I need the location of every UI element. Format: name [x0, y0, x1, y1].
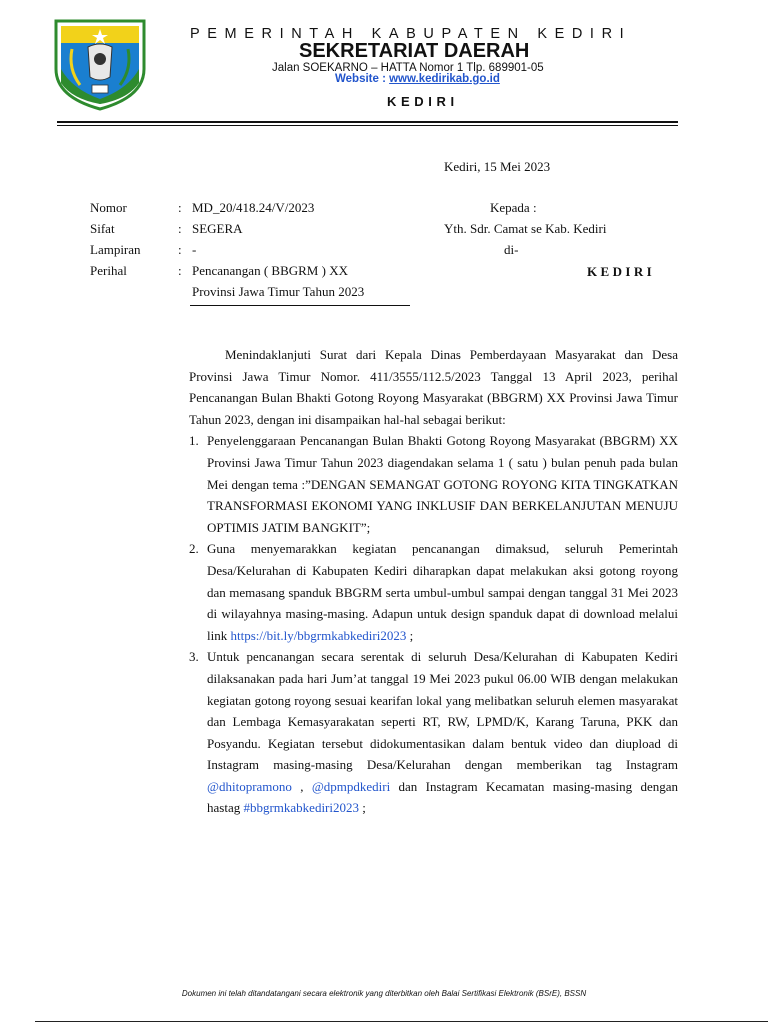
perihal-label: Perihal [90, 263, 127, 278]
letter-date: Kediri, 15 Mei 2023 [444, 159, 551, 174]
sifat-label: Sifat [90, 221, 115, 236]
hashtag-link[interactable]: #bbgrmkabkediri2023 [243, 800, 360, 816]
recipient-di: di- [504, 242, 519, 257]
letterhead-website [335, 73, 500, 85]
list-item-text: Untuk pencanangan secara serentak di seluruh Desa/Kelurahan di Kabupaten Kediri dilaksanakan pada hari Jum’at tanggal 19 Mei 2023 pukul 06.00 WIB dengan melakukan kegiatan gotong royong sesuai kearifan lokal yang melibatkan seluruh elemen masyarakat dan Lembaga Kemasyarakatan seperti RT, RW, LPMD/K, Karang Taruna, PKK dan Posyandu. Kegiatan tersebut didokumentasikan dalam bentuk video dan diupload di Instagram masing-masing Desa/Kelurahan dengan memberikan tag Instagram [207, 649, 678, 773]
list-item-text-mid: dan Instagram Kecamatan masing-masing dengan hastag [207, 778, 679, 816]
nomor-colon: : [178, 200, 182, 215]
list-item-number: 3. [189, 649, 199, 665]
recipient-yth: Yth. Sdr. Camat se Kab. Kediri [444, 221, 607, 236]
website-link[interactable]: www.kedirikab.go.id [389, 73, 500, 85]
nomor-label: Nomor [90, 200, 127, 215]
instagram-tag-dpmpdkediri[interactable]: @dpmpdkediri [311, 778, 391, 794]
list-item-text: Penyelenggaraan Pencanangan Bulan Bhakti Gotong Royong Masyarakat (BBGRM) XX Provinsi Jawa Timur Tahun 2023 diagendakan selama 1 ( satu ) bulan penuh pada bulan Mei dengan tema :”DENGAN SEMANGAT GOTONG ROYONG KITA TINGKATKAN TRANSFORMASI EKONOMI YANG INKLUSIF DAN BERKELANJUTAN MENUJU OPTIMIS JATIM BANGKIT”; [207, 433, 678, 535]
perihal-colon: : [178, 263, 182, 278]
letterhead-divider-thick [57, 121, 678, 123]
kabupaten-kediri-emblem-icon [52, 19, 148, 111]
intro-paragraph: Menindaklanjuti Surat dari Kepala Dinas Pemberdayaan Masyarakat dan Desa Provinsi Jawa Timur Nomor. 411/3555/112.5/2023 Tanggal 13 April 2023, perihal Pencanangan Bulan Bhakti Gotong Royong Masyarakat (BBGRM) XX Provinsi Jawa Timur Tahun 2023, dengan ini disampaikan hal-hal sebagai berikut: [189, 347, 678, 427]
list-item [189, 646, 678, 819]
letterhead-office: SEKRETARIAT DAERAH [299, 40, 530, 62]
letterhead-divider-thin [57, 125, 678, 126]
list-item-number: 1. [189, 433, 199, 449]
kepada-label: Kepada : [490, 200, 537, 215]
letter-body [189, 344, 678, 819]
instagram-tag-dhitopramono[interactable]: @dhitopramono [207, 778, 292, 794]
list-item-tail: ; [359, 800, 366, 816]
list-item [189, 538, 678, 646]
perihal-value-line2: Provinsi Jawa Timur Tahun 2023 [192, 284, 365, 299]
download-link[interactable]: https://bit.ly/bbgrmkabkediri2023 [230, 627, 407, 643]
list-item-number: 2. [189, 541, 199, 557]
list-item-tail: ; [406, 627, 414, 643]
letterhead-government: PEMERINTAH KABUPATEN KEDIRI [190, 26, 632, 42]
perihal-value-line1: Pencanangan ( BBGRM ) XX [192, 263, 348, 278]
recipient-city: KEDIRI [587, 264, 656, 279]
nomor-value: MD_20/418.24/V/2023 [192, 200, 315, 215]
sifat-value: SEGERA [192, 221, 243, 236]
letterhead-address: Jalan SOEKARNO – HATTA Nomor 1 Tlp. 689901-05 [272, 62, 544, 74]
letterhead-city: KEDIRI [387, 94, 459, 109]
sifat-colon: : [178, 221, 182, 236]
footer-divider [35, 1021, 768, 1022]
tag-separator: , [291, 778, 312, 794]
list-item [189, 430, 678, 538]
website-label: Website : [335, 73, 390, 85]
list-item-text: Guna menyemarakkan kegiatan pencanangan dimaksud, seluruh Pemerintah Desa/Kelurahan di Kabupaten Kediri diharapkan dapat melakukan aksi gotong royong dan memasang spanduk BBGRM serta umbul-umbul sampai dengan tanggal 31 Mei 2023 di wilayahnya masing-masing. Adapun untuk design spanduk dapat di download melalui link [207, 541, 678, 643]
lampiran-colon: : [178, 242, 182, 257]
lampiran-value: - [192, 242, 197, 257]
e-signature-footer: Dokumen ini telah ditandatangani secara elektronik yang diterbitkan oleh Balai Sertifikasi Elektronik (BSrE), BSSN [181, 989, 587, 998]
lampiran-label: Lampiran [90, 242, 141, 257]
points-list [189, 430, 678, 819]
perihal-underline [190, 305, 410, 306]
